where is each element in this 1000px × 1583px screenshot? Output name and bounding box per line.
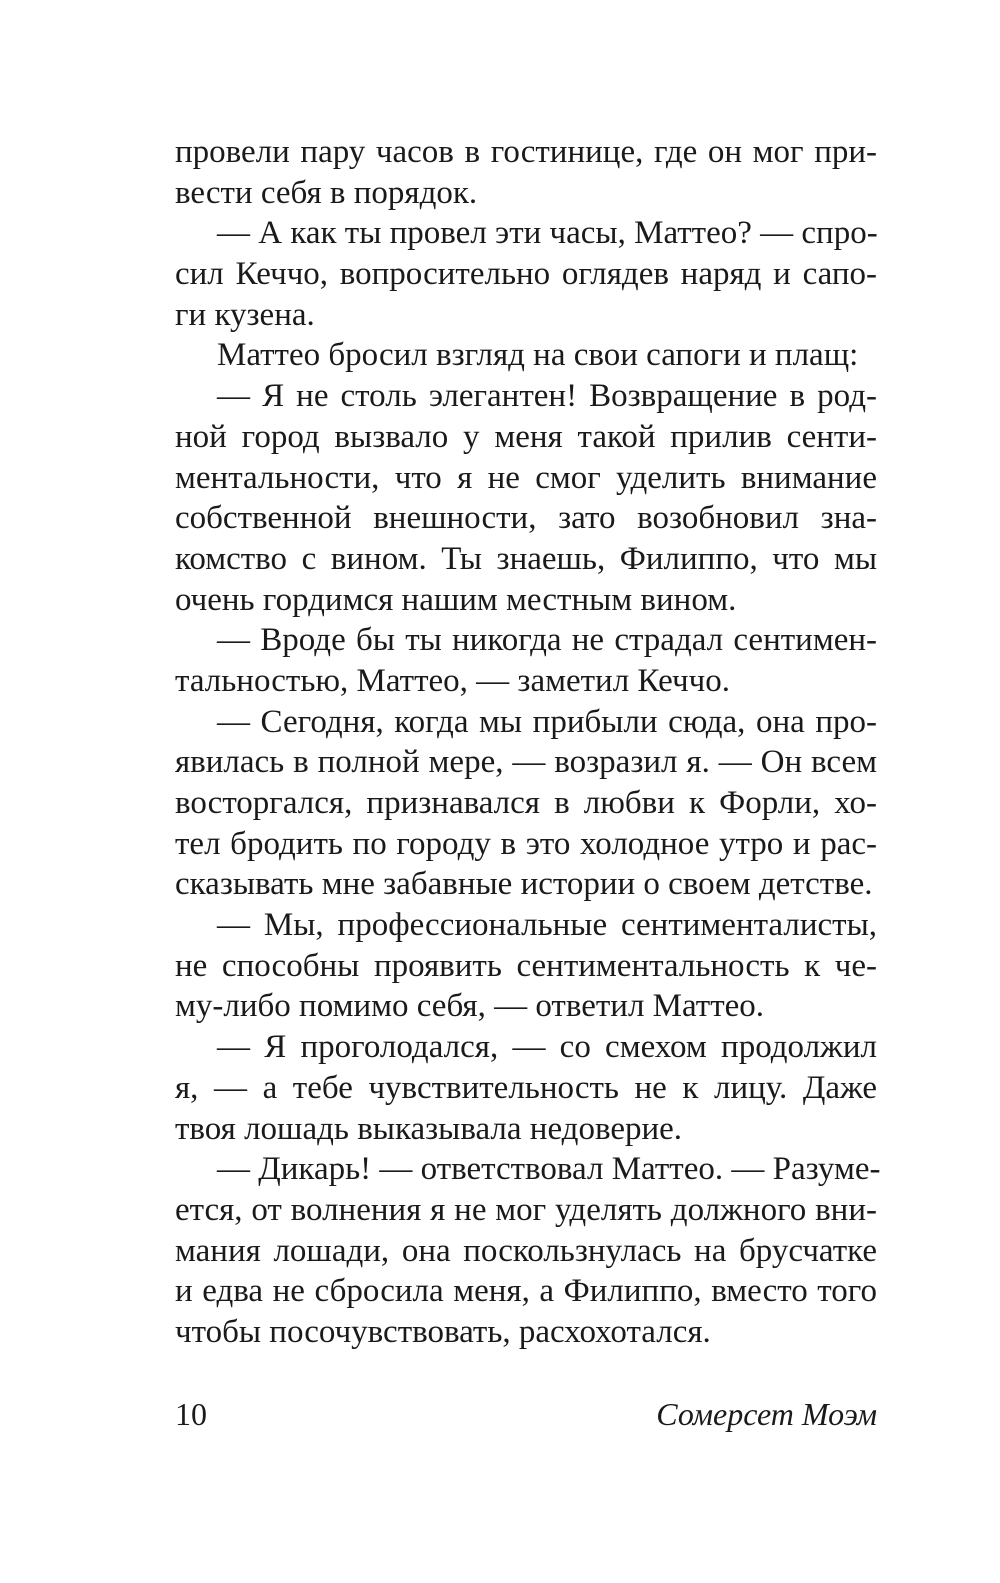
text-line: — Я проголодался, — со смехом продолжил [217, 1029, 877, 1066]
text-line: явилась в полной мере, — возразил я. — Он всем [175, 744, 877, 781]
text-line: комство с вином. Ты знаешь, Филиппо, что мы [175, 540, 877, 577]
text-line: — А как ты провел эти часы, Маттео? — спро- [217, 215, 878, 252]
text-line: ется, от волнения я не мог уделять должного вни- [175, 1191, 877, 1228]
text-line: — Вроде бы ты никогда не страдал сентимен- [217, 622, 877, 659]
text-line: я, — а тебе чувствительность не к лицу. Даже [175, 1069, 877, 1106]
text-line: восторгался, признавался в любви к Форли, хо- [175, 785, 877, 821]
text-line: собственной внешности, зато возобновил зна- [175, 500, 877, 537]
text-line: ги кузена. [175, 296, 315, 333]
text-line: сил Кеччо, вопросительно оглядев наряд и сапо- [175, 256, 877, 293]
text-line: му-либо помимо себя, — ответил Маттео. [175, 988, 765, 1025]
text-line: очень гордимся нашим местным вином. [175, 581, 737, 618]
text-line: — Сегодня, когда мы прибыли сюда, она про- [217, 703, 877, 740]
text-line: ной город вызвало у меня такой прилив сенти- [175, 418, 877, 455]
text-line: тальностью, Маттео, — заметил Кеччо. [175, 662, 730, 699]
text-line: Маттео бросил взгляд на свои сапоги и плащ: [217, 337, 859, 374]
text-line: и едва не сбросила меня, а Филиппо, вместо того [175, 1273, 877, 1310]
running-head-author: Сомерсет Моэм [656, 1396, 877, 1432]
text-line: ментальности, что я не смог уделить внимание [175, 459, 877, 496]
body-text [175, 132, 881, 1353]
page-footer [175, 1394, 877, 1434]
text-line: — Дикарь! — ответствовал Маттео. — Разуме- [217, 1151, 881, 1188]
text-line: вести себя в порядок. [175, 174, 478, 211]
text-line: тел бродить по городу в это холодное утро и рас- [175, 825, 877, 862]
page-number: 10 [175, 1396, 207, 1432]
text-line: сказывать мне забавные истории о своем детстве. [175, 866, 873, 903]
text-line: — Я не столь элегантен! Возвращение в род- [217, 378, 877, 415]
text-line: не способны проявить сентиментальность к че- [175, 947, 877, 984]
text-line: мания лошади, она поскользнулась на брусчатке [175, 1232, 877, 1269]
text-line: — Мы, профессиональные сентименталисты, [217, 907, 877, 944]
text-line: чтобы посочувствовать, расхохотался. [175, 1313, 711, 1350]
text-line: провели пару часов в гостинице, где он мог при- [175, 134, 877, 170]
text-line: твоя лошадь выказывала недоверие. [175, 1110, 683, 1147]
